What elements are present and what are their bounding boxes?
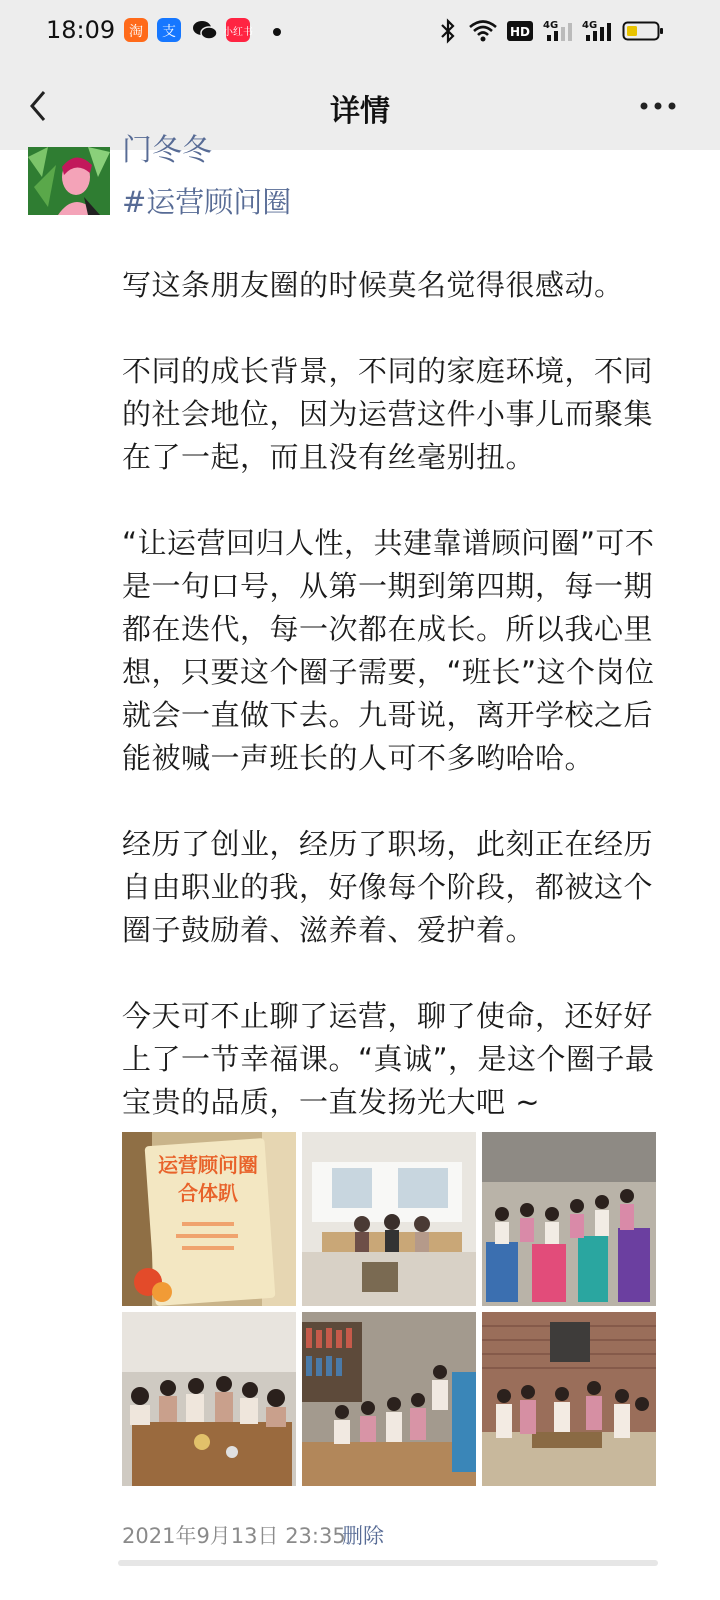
svg-text:淘: 淘	[129, 24, 143, 40]
svg-text:合体趴: 合体趴	[178, 1181, 238, 1205]
author-avatar[interactable]	[28, 147, 110, 215]
comment-area-divider	[118, 1560, 658, 1566]
bluetooth-icon	[438, 18, 458, 44]
page-title: 详情	[330, 94, 390, 129]
photo-thumbnail[interactable]	[122, 1312, 296, 1486]
photo-thumbnail[interactable]	[482, 1132, 656, 1306]
signal-4g-icon-2	[582, 18, 614, 44]
status-time: 18:09	[46, 16, 116, 44]
signal-4g-icon-1	[543, 18, 575, 44]
wifi-icon	[468, 18, 498, 44]
post-paragraph: 写这条朋友圈的时候莫名觉得很感动。	[122, 268, 624, 302]
hd-icon	[506, 18, 534, 44]
xiaohongshu-icon	[223, 18, 253, 42]
post-paragraph: “让运营回归人性，共建靠谱顾问圈”可不是一句口号，从第一期到第四期，每一期都在迭代，每一次都在成长。所以我心里想，只要这个圈子需要，“班长”这个岗位就会一直做下去。九哥说，离开学校之后能被喊一声班长的人可不多哟哈哈。	[122, 526, 655, 775]
photo-thumbnail[interactable]	[302, 1132, 476, 1306]
post-paragraph: 今天可不止聊了运营，聊了使命，还好好上了一节幸福课。“真诚”，是这个圈子最宝贵的品质，一直发扬光大吧 ~	[122, 999, 655, 1119]
svg-text:小红书: 小红书	[223, 27, 253, 38]
navigation-bar	[0, 62, 720, 150]
photo-grid	[122, 1132, 658, 1482]
notification-dot	[273, 28, 281, 36]
svg-text:4G: 4G	[543, 20, 559, 31]
photo-thumbnail[interactable]	[122, 1132, 296, 1306]
svg-text:4G: 4G	[582, 20, 598, 31]
delete-button[interactable]: 删除	[342, 1524, 384, 1548]
more-dots-icon	[636, 86, 686, 126]
author-name[interactable]: 门冬冬	[122, 133, 212, 168]
post-paragraph: 经历了创业，经历了职场，此刻正在经历自由职业的我，好像每个阶段，都被这个圈子鼓励着、滋养着、爱护着。	[122, 827, 654, 947]
wechat-icon	[192, 18, 216, 42]
svg-text:HD: HD	[509, 25, 531, 39]
post-text	[122, 264, 682, 1167]
post-timestamp: 2021年9月13日 23:35	[122, 1524, 346, 1548]
alipay-icon	[157, 18, 181, 42]
battery-icon	[622, 18, 664, 44]
taobao-icon	[124, 18, 148, 42]
svg-text:支: 支	[162, 24, 176, 40]
status-bar	[0, 0, 720, 62]
hashtag-link[interactable]: #运营顾问圈	[122, 185, 292, 219]
more-options-button[interactable]	[636, 86, 686, 126]
post-paragraph: 不同的成长背景，不同的家庭环境，不同的社会地位，因为运营这件小事儿而聚集在了一起，而且没有丝毫别扭。	[122, 354, 654, 474]
svg-text:运营顾问圈: 运营顾问圈	[158, 1153, 258, 1177]
photo-thumbnail[interactable]	[302, 1312, 476, 1486]
photo-thumbnail[interactable]	[482, 1312, 656, 1486]
